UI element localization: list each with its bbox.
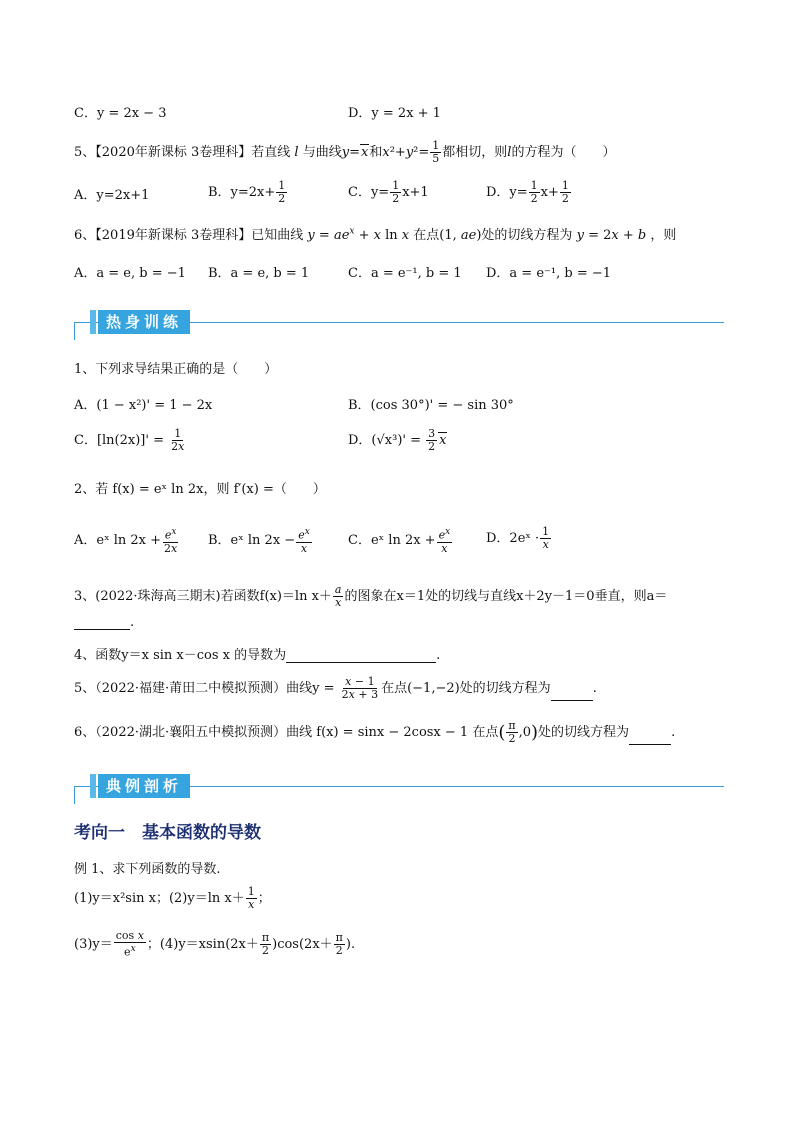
w2-option-b: B．eˣ ln 2x − $\frac{e^x}{x}$ [208,527,310,555]
q5-option-b: B．y=2x+ $\frac{1}{2}$ [208,179,286,205]
q5-option-d: D．y= $\frac{1}{2}$ x+ $\frac{1}{2}$ [486,179,569,205]
w2-option-d: D．2eˣ · $\frac{1}{x}$ [486,525,550,551]
w4-answer-blank[interactable] [286,647,436,663]
w1-option-c: C．[ln(2x)]' = $\frac{1}{2x}$ [74,427,185,453]
q6-option-a: A．a = e, b = −1 [74,266,186,281]
w1-option-a: A．(1 − x²)' = 1 − 2x [74,398,213,413]
w3-stem: 3、(2022·珠海高三期末)若函数f(x)＝ln x＋ $\frac{a}{x}$ 的图象在x＝1处的切线与直线x＋2y－1＝0垂直，则a＝ [74,583,668,609]
w4-stem: 4、函数y＝x sin x－cos x 的导数为 . [74,648,441,663]
banner-hook [74,786,75,804]
ex1-line2: (3)y＝ $\frac{\text{cos x}}{e^x}$ ；(4)y＝xsin(2x＋ $\frac{\pi}{2}$ )cos(2x＋ $\frac{\pi}{2}$ ). [74,929,356,959]
w6-answer-blank[interactable] [629,729,671,745]
q6-option-d: D．a = e⁻¹, b = −1 [486,266,612,281]
q6-option-b: B．a = e, b = 1 [208,266,310,281]
w6-stem: 6、（2022·湖北·襄阳五中模拟预测）曲线 f(x) = sinx − 2cosx − 1 在点( $\frac{\pi}{2}$ ,0)处的切线方程为 . [74,719,676,745]
ex1-stem: 例 1、求下列函数的导数. [74,862,221,877]
ex1-line1: (1)y＝x²sin x；(2)y＝ln x＋ $\frac{1}{x}$ ； [74,885,271,911]
w1-stem: 1、下列求导结果正确的是（ ） [74,362,278,377]
section-banner-warmup [74,310,724,336]
w5-stem: 5、（2022·福建·莆田二中模拟预测）曲线y = $\frac{x - 1}{2x + 3}$ 在点(−1,−2)处的切线方程为 . [74,675,597,701]
q5-stem: 5、【2020年新课标 3卷理科】若直线 l 与曲线y=x和x²+y²= $\frac{1}{5}$ 都相切，则l的方程为（ ） [74,139,616,165]
q5-option-c: C．y= $\frac{1}{2}$ x+1 [348,179,429,205]
w3-answer-blank[interactable]: . [74,614,134,630]
w2-stem: 2、若 f(x) = eˣ ln 2x，则 f′(x) =（ ） [74,482,326,497]
section-title-examples: 典例剖析 [98,774,190,798]
prev-option-c: C．y = 2x − 3 [74,106,167,121]
section-title-warmup: 热身训练 [98,310,190,334]
w2-option-c: C．eˣ ln 2x + $\frac{e^x}{x}$ [348,527,451,555]
w1-option-d: D．(√x³)' = $\frac{3}{2}$ x [348,427,447,453]
w1-option-b: B．(cos 30°)' = − sin 30° [348,398,514,413]
w5-answer-blank[interactable] [551,685,593,701]
q5-option-a: A．y=2x+1 [74,188,150,203]
banner-hook [74,322,75,340]
q6-option-c: C．a = e⁻¹, b = 1 [348,266,462,281]
section-banner-examples [74,774,724,800]
prev-option-d: D．y = 2x + 1 [348,106,441,121]
w2-option-a: A．eˣ ln 2x + $\frac{e^x}{2x}$ [74,527,178,555]
direction-heading: 考向一 基本函数的导数 [74,823,261,843]
q6-stem: 6、【2019年新课标 3卷理科】已知曲线 $y = ae^x + x$ ln x 在点(1, ae)处的切线方程为 y = 2x + b ，则 [74,226,677,243]
